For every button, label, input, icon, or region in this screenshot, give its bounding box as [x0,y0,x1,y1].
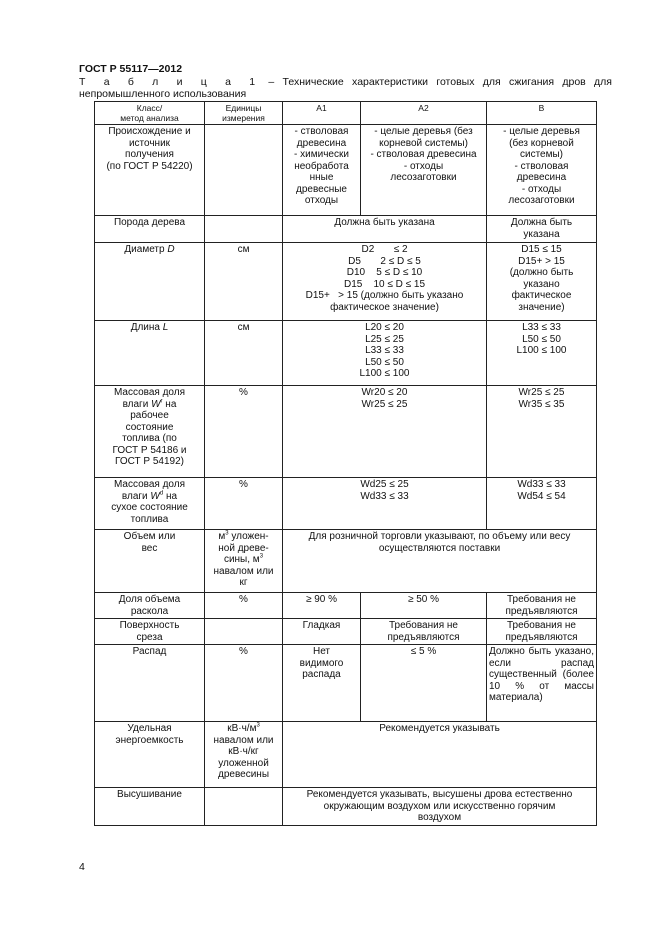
decay-a1: Нет видимого распада [283,645,361,722]
surface-units [205,619,283,645]
moisture-working-b: Wr25 ≤ 25 Wr35 ≤ 35 [487,386,597,478]
diameter-symbol: D [167,244,175,255]
drying-all: Рекомендуется указывать, высушены дрова естественно окружающим воздухом или искусственно горячим воздухом [283,788,597,826]
moisture-working-name: Массовая доля влаги $W^r$ на рабочее состояние топлива (по ГОСТ Р 54186 и ГОСТ Р 54192) [95,386,205,478]
diameter-line: фактическое значение) [330,301,439,313]
moisture-dry-b: Wd33 ≤ 33 Wd54 ≤ 54 [487,478,597,530]
moisture-dry-name: Массовая доля влаги $W^d$ на сухое состояние топлива [95,478,205,530]
header-class: Класс/ метод анализа [95,102,205,125]
energy-units: $кВ\cdot ч/м^3$ навалом или кВ·ч/кг уложенной древесины [205,722,283,788]
header-a1: A1 [283,102,361,125]
moisture-dry-units: % [205,478,283,530]
header-row [95,102,597,125]
diameter-name: Диаметр D [95,243,205,321]
diameter-line: D15 10 ≤ D ≤ 15 [343,278,425,290]
moisture-dry-a: Wd25 ≤ 25 Wd33 ≤ 33 [283,478,487,530]
volume-all: Для розничной торговли указывают, по объему или весу осуществляются поставки [283,530,597,593]
table-title-cont: непромышленного использования [79,88,247,100]
table-row [95,619,597,645]
moisture-working-a: Wr20 ≤ 20 Wr25 ≤ 25 [283,386,487,478]
split-a2: ≥ 50 % [361,593,487,619]
table-row [95,478,597,530]
decay-a2: ≤ 5 % [361,645,487,722]
length-b: L33 ≤ 33 L50 ≤ 50 L100 ≤ 100 [487,321,597,386]
length-symbol: L [162,322,169,333]
diameter-line: D15+ > 15 (должно быть указано [305,290,464,301]
spec-table [94,101,597,826]
length-units: см [205,321,283,386]
species-a: Должна быть указана [283,216,487,243]
length-name: Длина L [95,321,205,386]
table-caption [79,76,612,100]
table-row [95,125,597,216]
diameter-units: см [205,243,283,321]
origin-a1: - стволовая древесина - химически необработа нные древесные отходы [283,125,361,216]
origin-name: Происхождение и источник получения (по ГОСТ Р 54220) [95,125,205,216]
volume-name: Объем или вес [95,530,205,593]
length-a: L20 ≤ 20 L25 ≤ 25 L33 ≤ 33 L50 ≤ 50 L100 ≤ 100 [283,321,487,386]
table-row [95,243,597,321]
table-row [95,321,597,386]
species-b: Должна быть указана [487,216,597,243]
energy-all: Рекомендуется указывать [283,722,597,788]
table-number: Т а б л и ц а 1 [79,76,261,88]
surface-a1: Гладкая [283,619,361,645]
diameter-line: D5 2 ≤ D ≤ 5 [348,255,421,267]
split-name: Доля объема раскола [95,593,205,619]
table-row [95,788,597,826]
diameter-line: D2 ≤ 2 [361,244,408,255]
species-units [205,216,283,243]
table-row [95,386,597,478]
page-number: 4 [79,861,85,873]
header-units: Единицы измерения [205,102,283,125]
standard-header: ГОСТ Р 55117—2012 [79,63,183,75]
split-a1: ≥ 90 % [283,593,361,619]
moisture-working-units: % [205,386,283,478]
diameter-b: D15 ≤ 15 D15+ > 15 (должно быть указано фактическое значение) [487,243,597,321]
decay-b: Должно быть указано, если распад существенный (более 10 % от массы материала) [487,645,597,722]
split-b: Требования не предъявляются [487,593,597,619]
decay-name: Распад [95,645,205,722]
diameter-a [283,243,487,321]
origin-units [205,125,283,216]
header-b: B [487,102,597,125]
table-row [95,593,597,619]
table-row [95,722,597,788]
table-row [95,216,597,243]
surface-a2: Требования не предъявляются [361,619,487,645]
table-row [95,645,597,722]
table-row [95,530,597,593]
header-a2: A2 [361,102,487,125]
split-units: % [205,593,283,619]
drying-units [205,788,283,826]
origin-a2: - целые деревья (без корневой системы) - стволовая древесина - отходы лесозаготовки [361,125,487,216]
volume-units: $м^3$ уложен- ной древе- сины, $м^3$ навалом или кг [205,530,283,593]
diameter-line: D10 5 ≤ D ≤ 10 [346,267,423,278]
species-name: Порода дерева [95,216,205,243]
origin-b: - целые деревья (без корневой системы) - стволовая древесина - отходы лесозаготовки [487,125,597,216]
surface-name: Поверхность среза [95,619,205,645]
surface-b: Требования не предъявляются [487,619,597,645]
energy-name: Удельная энергоемкость [95,722,205,788]
table-title: – Технические характеристики готовых для сжигания дров для [260,76,612,88]
decay-units: % [205,645,283,722]
drying-name: Высушивание [95,788,205,826]
